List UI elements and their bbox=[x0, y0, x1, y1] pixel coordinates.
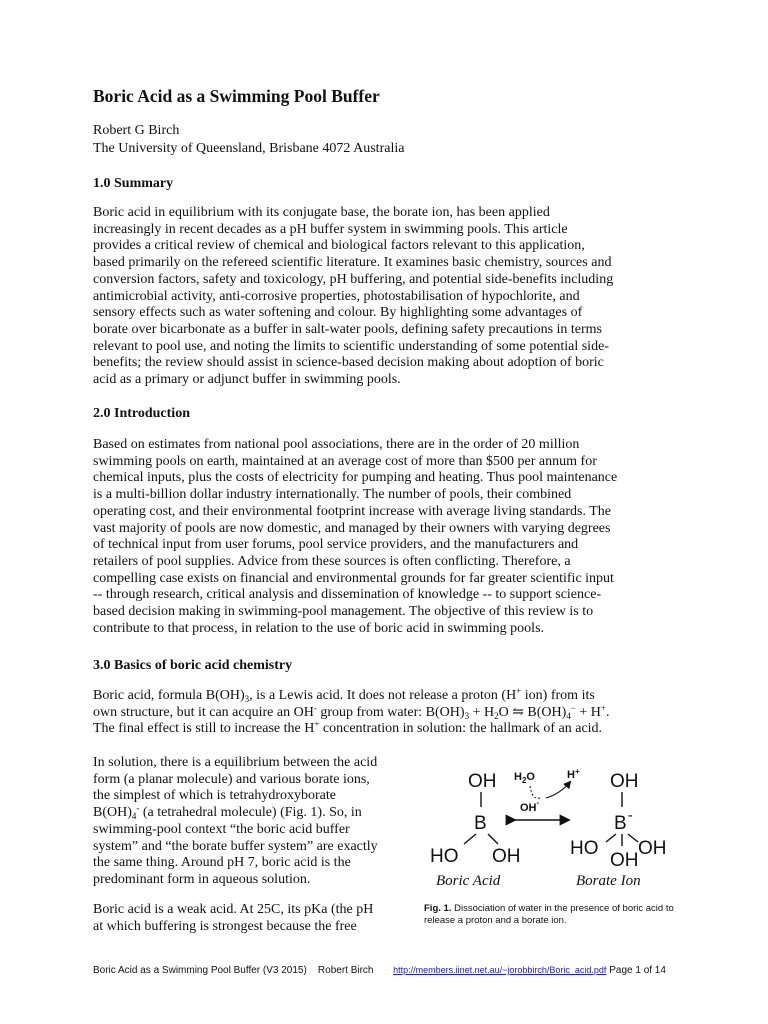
text-line: predominant form in aqueous solution. bbox=[93, 871, 311, 887]
introduction-heading: 2.0 Introduction bbox=[93, 406, 190, 421]
author-block bbox=[93, 122, 404, 158]
oh-right-label: OH bbox=[492, 846, 521, 867]
text-line: at which buffering is strongest because the free bbox=[93, 918, 357, 934]
text-line: swimming pools on earth, maintained at an average cost of more than $500 per annum for bbox=[93, 453, 597, 469]
text-line: antimicrobial activity, anti-corrosive properties, photostabilisation of hypochlorite, and bbox=[93, 288, 580, 304]
author-name: Robert G Birch bbox=[93, 123, 180, 138]
text-line: conversion factors, safety and toxicology, pH buffering, and potential side-benefits including bbox=[93, 271, 614, 287]
caption-label: Fig. 1. bbox=[424, 903, 452, 914]
ho-left-label: HO bbox=[430, 846, 459, 867]
text-line: Boric acid, formula $B(OH)_3$, is a Lewis acid. It does not release a proton (H+ ion) from its bbox=[93, 686, 595, 704]
text-line: chemical inputs, plus the costs of electricity for pumping and heating. Thus pool maintenance bbox=[93, 470, 618, 486]
text-line: benefits; the review should assist in science-based decision making about adoption of boric bbox=[93, 355, 604, 371]
basics-paragraph-3 bbox=[93, 902, 423, 935]
footer-left-text: Boric Acid as a Swimming Pool Buffer (V3 2015) Robert Birch bbox=[93, 965, 374, 976]
text-line: swimming-pool context “the boric acid buffer bbox=[93, 821, 350, 837]
introduction-paragraph bbox=[93, 437, 677, 637]
basics-paragraph-1 bbox=[93, 688, 677, 738]
text-line: sensory effects such as water softening and colour. By highlighting some advantages of bbox=[93, 305, 583, 321]
text-line: own structure, but it can acquire an OH- group from water: $B(OH)_3 + H_2O$ ⇋ $B(OH)_4^- + H^+$. bbox=[93, 702, 610, 721]
text-line: compelling case exists on financial and environmental grounds for far greater scientific input bbox=[93, 570, 614, 586]
hydroxide-label: OH- bbox=[520, 798, 540, 814]
text-line: acid as a primary or adjunct buffer in swimming pools. bbox=[93, 372, 401, 388]
borate-boron-label: B- bbox=[614, 807, 633, 834]
text-line: provides a critical review of chemical and biological factors relevant to this application, bbox=[93, 238, 585, 254]
basics-paragraph-2 bbox=[93, 755, 423, 889]
text-line: form (a planar molecule) and various borate ions, bbox=[93, 771, 370, 787]
text-line: retailers of pool supplies. Advice from these sources is often conflicting. Therefore, a bbox=[93, 553, 571, 569]
text-line: system” and “the borate buffer system” are exactly bbox=[93, 838, 378, 854]
caption-text: Dissociation of water in the presence of boric acid to release a proton and a borate ion. bbox=[424, 903, 674, 926]
page-footer bbox=[93, 965, 693, 976]
summary-heading: 1.0 Summary bbox=[93, 176, 174, 191]
proton-label: H+ bbox=[567, 767, 580, 781]
figure-caption bbox=[424, 903, 684, 926]
bond-line bbox=[464, 834, 476, 844]
text-line: relevant to pool use, and noting the limits to scientific understanding of some potential side- bbox=[93, 338, 609, 354]
boron-label: B bbox=[474, 813, 487, 834]
borate-oh-top-label: OH bbox=[610, 771, 639, 792]
water-label: $H_2O$ bbox=[514, 771, 535, 785]
oh-top-label: OH bbox=[468, 771, 497, 792]
text-line: vast majority of pools are now domestic, and managed by their owners with varying degrees bbox=[93, 520, 611, 536]
summary-paragraph bbox=[93, 205, 677, 389]
text-line: contribute to that process, in relation to the use of boric acid in swimming pools. bbox=[93, 620, 545, 636]
footer-page-number: Page 1 of 14 bbox=[609, 965, 666, 976]
text-line: Boric acid in equilibrium with its conjugate base, the borate ion, has been applied bbox=[93, 205, 550, 220]
borate-ho-left-label: HO bbox=[570, 838, 599, 859]
borate-oh-right-label: OH bbox=[638, 838, 667, 859]
text-line: borate over bicarbonate as a buffer in salt-water pools, defining safety precautions in terms bbox=[93, 321, 603, 337]
text-line: the simplest of which is tetrahydroxyborate bbox=[93, 788, 336, 804]
text-line: the same thing. Around pH 7, boric acid is the bbox=[93, 855, 351, 871]
borate-oh-bottom-label: OH bbox=[610, 850, 639, 871]
borate-ion-label: Borate Ion bbox=[576, 873, 641, 889]
bond-line bbox=[488, 834, 498, 844]
figure-boric-acid-dissociation bbox=[420, 760, 690, 900]
bond-line bbox=[606, 834, 616, 842]
dissociation-arrow-icon bbox=[530, 786, 540, 798]
text-line: Boric acid is a weak acid. At 25C, its pKa (the pH bbox=[93, 902, 374, 917]
text-line: based primarily on the refereed scientific literature. It examines basic chemistry, sources and bbox=[93, 255, 612, 271]
author-affiliation: The University of Queensland, Brisbane 4072 Australia bbox=[93, 141, 405, 156]
basics-heading: 3.0 Basics of boric acid chemistry bbox=[93, 658, 293, 673]
text-line: -- through research, critical analysis and dissemination of knowledge -- to support science- bbox=[93, 587, 602, 603]
text-line: based decision making in swimming-pool management. The objective of this review is to bbox=[93, 604, 594, 620]
text-line: The final effect is still to increase the H+ concentration in solution: the hallmark of an acid. bbox=[93, 719, 603, 737]
text-line: of technical input from user forums, pool service providers, and the manufacturers and bbox=[93, 537, 579, 553]
proton-release-arrow-icon bbox=[546, 782, 570, 798]
text-line: operating cost, and their environmental footprint increase with average living standards. The bbox=[93, 503, 611, 519]
bond-line bbox=[628, 834, 638, 842]
footer-url-link[interactable]: http://members.iinet.net.au/~jorobbirch/Boric_acid.pdf bbox=[393, 965, 607, 975]
text-line: Based on estimates from national pool associations, there are in the order of 20 million bbox=[93, 437, 580, 452]
text-line: In solution, there is a equilibrium between the acid bbox=[93, 755, 378, 770]
text-line: increasingly in recent decades as a pH buffer system in swimming pools. This article bbox=[93, 221, 568, 237]
paper-title: Boric Acid as a Swimming Pool Buffer bbox=[93, 86, 380, 106]
text-line: is a multi-billion dollar industry internationally. The number of pools, their combined bbox=[93, 487, 572, 503]
text-line: $B(OH)_4^-$ (a tetrahedral molecule) (Fig. 1). So, in bbox=[93, 803, 362, 822]
boric-acid-label: Boric Acid bbox=[436, 873, 501, 889]
